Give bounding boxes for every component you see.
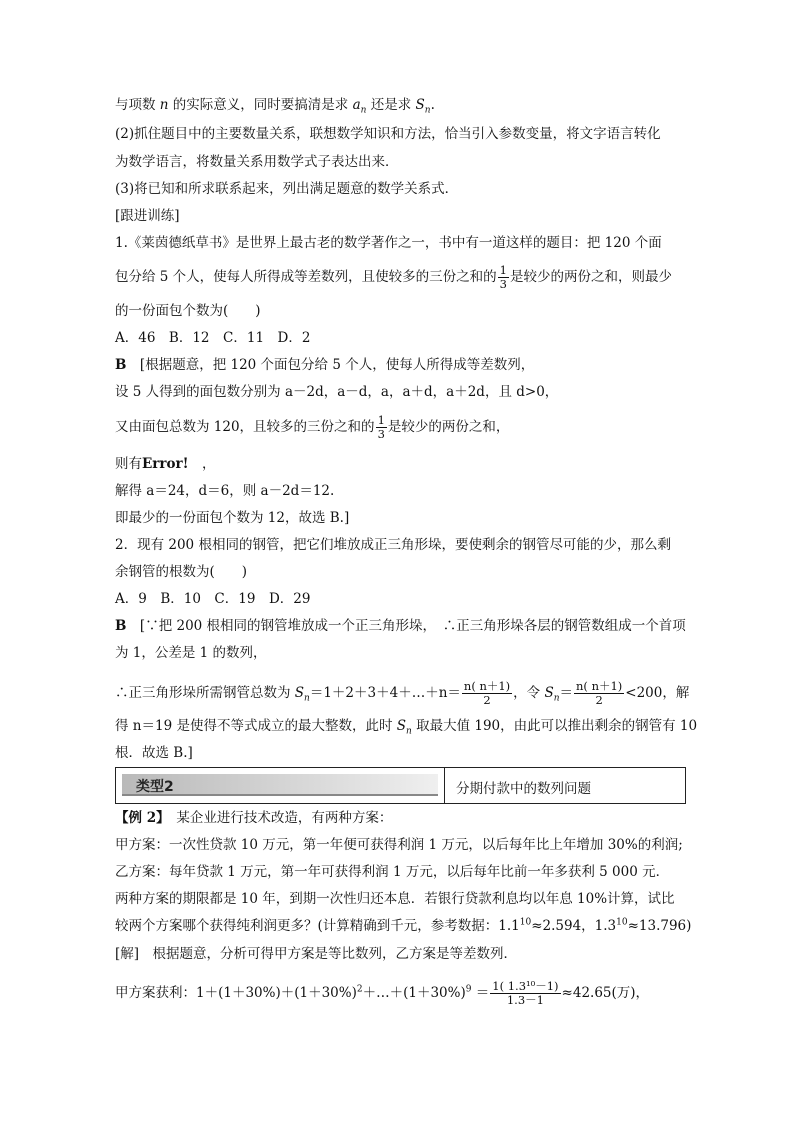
fraction bbox=[574, 680, 624, 707]
q1-line-2 bbox=[115, 264, 672, 291]
q2-answer-line-3 bbox=[115, 680, 689, 707]
subscript: n bbox=[360, 105, 367, 116]
denominator: 2 bbox=[595, 693, 603, 707]
q1-answer-line-6: 即最少的一份面包个数为 12，故选 B.] bbox=[115, 510, 350, 526]
q1-answer-line-2: 设 5 人得到的面包数分别为 a－2d，a－d，a，a＋d，a＋2d，且 d>0， bbox=[115, 384, 559, 400]
denominator: 1.3－1 bbox=[506, 993, 544, 1007]
text: ≈2.594，1.3 bbox=[531, 918, 617, 934]
text: 又由面包总数为 120，且较多的三份之和的 bbox=[115, 419, 375, 435]
text: 得 n＝19 是使得不等式成立的最大整数，此时 bbox=[115, 718, 397, 734]
text: ，令 bbox=[513, 685, 545, 701]
subscript: n bbox=[424, 105, 431, 116]
text: 是较少的两份之和，则最少 bbox=[510, 269, 672, 285]
var-S: S bbox=[396, 718, 406, 734]
type-tag bbox=[122, 774, 438, 796]
text: . bbox=[430, 97, 435, 113]
exponent: 10 bbox=[616, 917, 628, 928]
q2-answer-line-2: 为 1，公差是 1 的数列， bbox=[115, 645, 267, 661]
q2-answer-line-1 bbox=[115, 617, 686, 635]
example-solution-line-1: [解] 根据题意，分析可得甲方案是等比数列，乙方案是等差数列． bbox=[115, 946, 518, 962]
text: [∵把 200 根相同的钢管堆放成一个正三角形垛， ∴正三角形垛各层的钢管数组成一个首项 bbox=[126, 618, 686, 634]
subscript: n bbox=[406, 726, 412, 737]
answer-letter: B bbox=[115, 357, 127, 373]
q1-answer-line-3 bbox=[115, 414, 509, 441]
text: ， bbox=[188, 456, 216, 472]
type-tag-label: 类型2 bbox=[136, 779, 174, 795]
example-solution-line-2 bbox=[115, 980, 649, 1007]
q1-answer-line-1 bbox=[115, 356, 534, 374]
example-line-3: 乙方案：每年贷款 1 万元，第一年可获得利润 1 万元，以后每年比前一年多获利 5 000 元． bbox=[115, 864, 670, 880]
text: 包分给 5 个人，使每人所得成等差数列，且使较多的三份之和的 bbox=[115, 269, 497, 285]
intro-line-2: (2)抓住题目中的主要数量关系，联想数学知识和方法，恰当引入参数变量，将文字语言转化 bbox=[115, 126, 661, 142]
q1-answer-line-4 bbox=[115, 455, 216, 473]
q2-answer-line-4 bbox=[115, 717, 697, 735]
text: 某企业进行技术改造，有两种方案： bbox=[162, 810, 393, 826]
text: ＝ bbox=[471, 985, 490, 1001]
text: [根据题意，把 120 个面包分给 5 个人，使每人所得成等差数列， bbox=[126, 357, 535, 373]
var-n: n bbox=[159, 97, 169, 113]
exponent: 10 bbox=[519, 917, 532, 928]
subscript: n bbox=[553, 693, 560, 704]
q2-options: A．9 B．10 C．19 D．29 bbox=[115, 591, 311, 607]
fraction bbox=[462, 680, 512, 707]
divider bbox=[444, 768, 445, 803]
text: 还是求 bbox=[366, 97, 416, 113]
q1-line-1: 1.《莱茵德纸草书》是世界上最古老的数学著作之一，书中有一道这样的题目：把 120 个面 bbox=[115, 235, 662, 251]
example-line-2: 甲方案：一次性贷款 10 万元，第一年便可获得利润 1 万元，以后每年比上年增加 30%的利润; bbox=[115, 837, 683, 853]
type-header-box bbox=[115, 767, 686, 804]
q2-answer-line-5: 根．故选 B.] bbox=[115, 745, 193, 761]
numerator: n( n＋1) bbox=[463, 679, 511, 693]
text: ≈13.796) bbox=[627, 918, 692, 934]
text: 的实际意义，同时要搞清是求 bbox=[168, 97, 353, 113]
numerator: 1( 1.3¹⁰－1) bbox=[492, 979, 559, 993]
intro-line-1 bbox=[115, 96, 435, 114]
denominator: 2 bbox=[483, 693, 491, 707]
subscript: n bbox=[304, 693, 310, 704]
var-S: S bbox=[415, 97, 425, 113]
exponent: 9 bbox=[465, 984, 472, 995]
q1-line-3: 的一份面包个数为( ) bbox=[115, 303, 261, 319]
text: ＋…＋(1＋30%) bbox=[362, 985, 466, 1001]
intro-line-3: 为数学语言，将数量关系用数学式子表达出来． bbox=[115, 154, 399, 170]
text: <200，解 bbox=[625, 685, 690, 701]
text: ∴正三角形垛所需钢管总数为 bbox=[115, 685, 295, 701]
exponent: 2 bbox=[356, 984, 363, 995]
answer-letter: B bbox=[115, 618, 127, 634]
fraction bbox=[376, 414, 387, 441]
example-line-5 bbox=[115, 917, 691, 935]
q2-line-2: 余钢管的根数为( ) bbox=[115, 564, 248, 580]
error-text: Error! bbox=[142, 456, 189, 472]
practice-label: [跟进训练] bbox=[115, 208, 180, 224]
example-line-4: 两种方案的期限都是 10 年，到期一次性归还本息．若银行贷款利息均以年息 10%计算，试比 bbox=[115, 891, 675, 907]
text: 则有 bbox=[115, 456, 142, 472]
fraction bbox=[498, 264, 509, 291]
numerator: 1 bbox=[377, 413, 385, 427]
type-title: 分期付款中的数列问题 bbox=[456, 781, 591, 797]
denominator: 3 bbox=[377, 427, 385, 441]
var-a: a bbox=[352, 97, 361, 113]
numerator: n( n＋1) bbox=[576, 679, 623, 693]
example-label: 【例 2】 bbox=[115, 810, 163, 826]
var-S: S bbox=[294, 685, 305, 701]
example-line-1 bbox=[115, 809, 392, 827]
text: ＝ bbox=[559, 685, 574, 701]
text: ≈42.65(万)， bbox=[561, 985, 650, 1001]
text: 较两个方案哪个获得纯利润更多？(计算精确到千元，参考数据：1.1 bbox=[115, 918, 520, 934]
q1-answer-line-5: 解得 a＝24，d＝6，则 a－2d＝12. bbox=[115, 483, 335, 499]
numerator: 1 bbox=[499, 263, 507, 277]
text: ＝1＋2＋3＋4＋…＋n＝ bbox=[309, 685, 461, 701]
text: 甲方案获利：1＋(1＋30%)＋(1＋30%) bbox=[115, 985, 357, 1001]
var-S: S bbox=[544, 685, 554, 701]
q1-options: A．46 B．12 C．11 D．2 bbox=[115, 330, 311, 346]
denominator: 3 bbox=[499, 277, 507, 291]
text: 是较少的两份之和， bbox=[387, 419, 510, 435]
q2-line-1: 2．现有 200 根相同的钢管，把它们堆放成正三角形垛，要使剩余的钢管尽可能的少，那么剩 bbox=[115, 537, 671, 553]
intro-line-4: (3)将已知和所求联系起来，列出满足题意的数学关系式． bbox=[115, 181, 459, 197]
text: 与项数 bbox=[115, 97, 160, 113]
text: 取最大值 190，由此可以推出剩余的钢管有 10 bbox=[411, 718, 698, 734]
fraction bbox=[490, 980, 560, 1007]
